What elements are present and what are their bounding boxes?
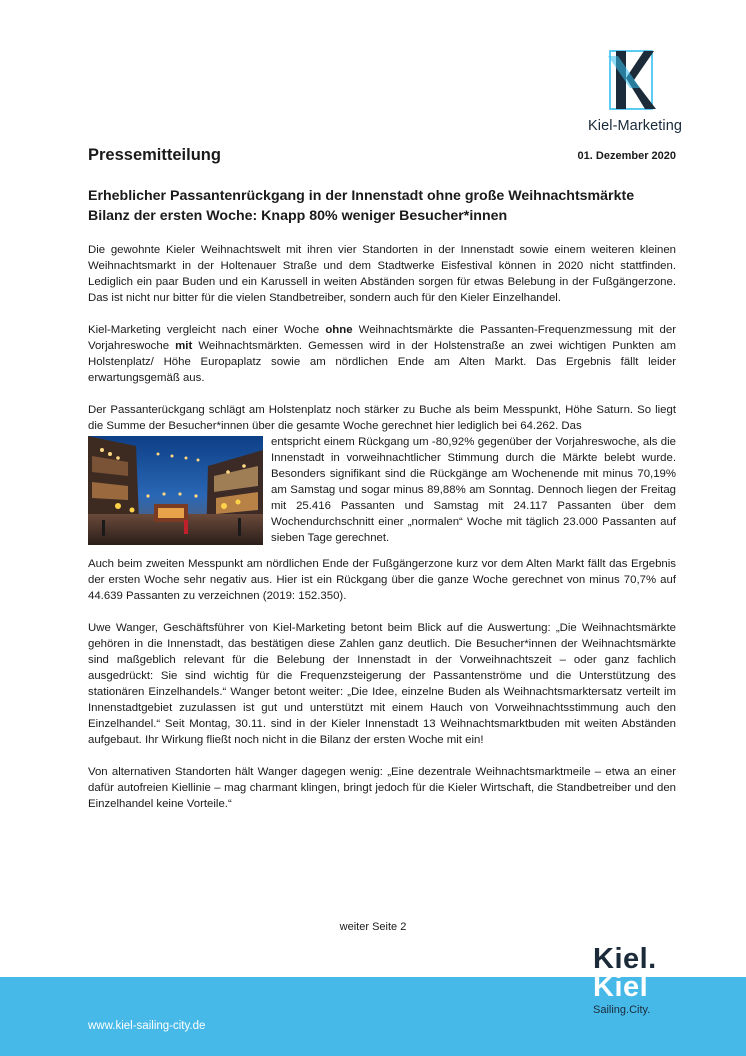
footer-website-link[interactable]: www.kiel-sailing-city.de [88, 1020, 206, 1032]
header-row [88, 146, 676, 168]
paragraph-3-wrap [88, 434, 676, 546]
kiel-marketing-k-icon [602, 48, 662, 114]
headline-line-1: Erheblicher Passantenrückgang in der Innenstadt ohne große Weihnachtsmärkte [88, 188, 635, 204]
kiel-marketing-logo [588, 48, 683, 134]
kiel-sailing-city-logo [593, 944, 673, 1016]
article-body [88, 242, 676, 828]
city-tagline: Sailing.City. [593, 1004, 651, 1016]
paragraph-4: Auch beim zweiten Messpunkt am nördlichen Ende der Fußgängerzone kurz vor dem Alten Markt fällt das Ergebnis der ersten Woche sehr negativ aus. Hier ist ein Rückgang über die ganze Woche gerechnet von minus 70,7% auf 44.639 Passanten zu verzeichnen (2019: 152.350). [88, 558, 676, 602]
headline [88, 186, 688, 226]
christmas-street-photo [88, 436, 263, 545]
document-date: 01. Dezember 2020 [577, 150, 676, 162]
headline-line-2: Bilanz der ersten Woche: Knapp 80% weniger Besucher*innen [88, 208, 508, 224]
paragraph-3-intro: Der Passanterückgang schlägt am Holstenplatz noch stärker zu Buche als beim Messpunkt, Höhe Saturn. So liegt die Summe der Besucher*innen über die gesamte Woche gerechnet hier lediglich bei 64.262. Das [88, 404, 676, 432]
city-mark-bottom: Kiel [593, 971, 649, 1003]
paragraph-2: Kiel-Marketing vergleicht nach einer Woche ohne Weihnachtsmärkte die Passanten-Frequenzmessung mit der Vorjahreswoche mit Weihnachtsmärkten. Gemessen wird in der Holstenstraße an zwei wichtigen Punkten am Holstenplatz/ Höhe Europaplatz sowie am nördlichen Ende am Alten Markt. Das Ergebnis fällt leider erwartungsgemäß aus. [88, 324, 676, 384]
document-title: Pressemitteilung [88, 146, 221, 164]
brand-name: Kiel-Marketing [588, 118, 683, 134]
paragraph-5: Uwe Wanger, Geschäftsführer von Kiel-Marketing betont beim Blick auf die Auswertung: „Die Weihnachtsmärkte gehören in die Innenstadt, das bestätigen diese Zahlen ganz deutlich. Die Besucher*innen der Weihnachtsmärkte sind maßgeblich relevant für die Belebung der Innenstadt in der Vorweihnachtszeit – oder ganz fachlich ausgedrückt: Sie sind wichtig für die Frequenzsteigerung der Passantenströme und die Unterstützung des stationären Einzelhandels.“ Wanger betont weiter: „Die Idee, einzelne Buden als Weihnachtsmarktersatz verteilt im Innenstadtgebiet zuzulassen ist gut und unterstützt mit einem Hauch von Vorweihnachtsstimmung auch den Einzelhandel.“ Seit Montag, 30.11. sind in der Kieler Innenstadt 13 Weihnachtsmarktbuden mit weiten Abständen aufgebaut. Ihr Wirkung fließt noch nicht in die Bilanz der ersten Woche mit ein! [88, 622, 676, 746]
paragraph-1: Die gewohnte Kieler Weihnachtswelt mit ihren vier Standorten in der Innenstadt sowie einem weiteren kleinen Weihnachtsmarkt in der Holtenauer Straße und dem Stadtwerke Eisfestival können in 2020 nicht stattfinden. Lediglich ein paar Buden und ein Karussell in weiten Abständen sorgen für etwas Belebung in der Fußgängerzone. Das ist nicht nur bitter für die vielen Standbetreiber, sondern auch für den Kieler Einzelhandel. [88, 244, 676, 304]
paragraph-3-wrapped-text: entspricht einem Rückgang um -80,92% gegenüber der Vorjahreswoche, als die Innenstadt in vorweihnachtlicher Stimmung durch die Märkte belebt wurde. Besonders signifikant sind die Rückgänge am Wochenende mit minus 70,19% am Samstag und sogar minus 89,88% am Sonntag. Dennoch liegen der Freitag mit 25.416 Passanten und Samstag mit 24.117 Passanten über dem Wochendurchschnitt einer „normalen“ Woche mit täglich 23.000 Passanten auf sieben Tage gerechnet. [271, 436, 676, 544]
city-mark-top: Kiel. [593, 943, 657, 975]
paragraph-6: Von alternativen Standorten hält Wanger dagegen wenig: „Eine dezentrale Weihnachtsmarktmeile – etwa an einer dafür autofreien Kiellinie – mag charmant klingen, bringt jedoch für die Kieler Wirtschaft, die Standbetreiber und den Einzelhandel keine Vorteile.“ [88, 766, 676, 810]
continuation-note: weiter Seite 2 [339, 921, 407, 933]
